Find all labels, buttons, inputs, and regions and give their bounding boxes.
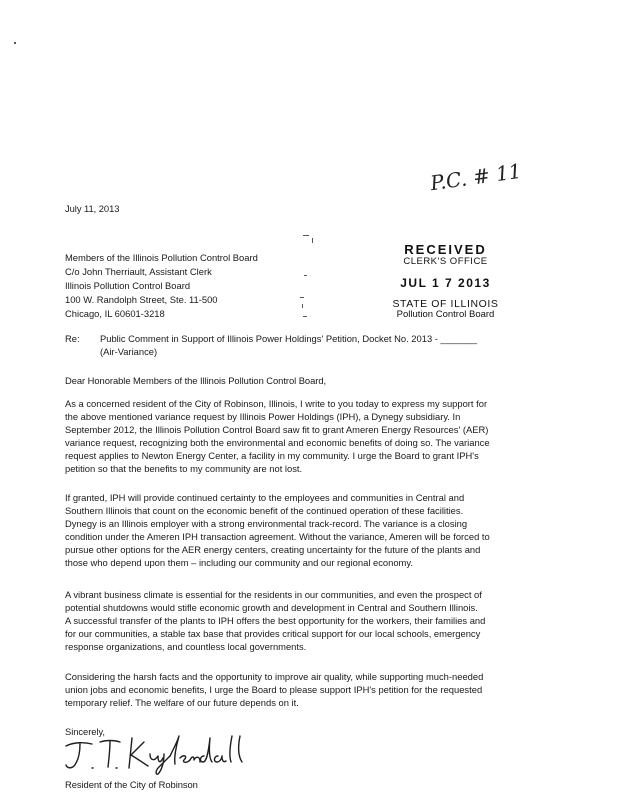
- paragraph-line: A successful transfer of the plants to IPH offers the best opportunity for the workers, their families and: [65, 615, 486, 626]
- scan-speck: [312, 238, 313, 243]
- stamp-board: Pollution Control Board: [396, 309, 495, 320]
- subject-text: Public Comment in Support of Illinois Power Holdings' Petition, Docket No. 2013 - _______: [100, 333, 477, 344]
- address-line: Members of the Illinois Pollution Control Board: [65, 252, 258, 263]
- scan-speck: [303, 316, 307, 317]
- stamp-date: JUL 1 7 2013: [400, 276, 491, 290]
- paragraph-line: request applies to Newton Energy Center, a facility in my community. I urge the Board to grant IPH's: [65, 450, 479, 461]
- paragraph-line: response organizations, and countless local governments.: [65, 641, 307, 652]
- address-line: C/o John Therriault, Assistant Clerk: [65, 266, 212, 277]
- stamp-office: CLERK'S OFFICE: [403, 256, 488, 267]
- address-line: Chicago, IL 60601-3218: [65, 308, 165, 319]
- paragraph-line: petition so that the benefits to my community are not lost.: [65, 463, 303, 474]
- scan-speck: [303, 235, 309, 236]
- received-stamp: [383, 243, 508, 320]
- scan-speck: [302, 304, 303, 308]
- closing: Sincerely,: [65, 726, 105, 737]
- recipient-address: [65, 253, 258, 323]
- address-line: Illinois Pollution Control Board: [65, 280, 191, 291]
- paragraph-line: A vibrant business climate is essential for the residents in our communities, and even the prospect of: [65, 589, 482, 600]
- handwritten-pc-number: P.C. # 11: [428, 158, 523, 196]
- paragraph-line: for our communities, a stable tax base that provides critical support for our local schools, emergency: [65, 628, 481, 639]
- paragraph-line: pursue other options for the AER energy centers, creating uncertainty for the future of the plants and: [65, 544, 481, 555]
- letter-date: July 11, 2013: [65, 203, 120, 214]
- paragraph-line: If granted, IPH will provide continued certainty to the employees and communities in Central and: [65, 492, 465, 503]
- paragraph-line: those who depend upon them – including our community and our regional economy.: [65, 557, 413, 568]
- scan-speck: [304, 275, 307, 276]
- paragraph-line: Dynegy is an Illinois employer with a strong environmental track-record. The variance is a closing: [65, 518, 468, 529]
- paragraph-line: the above mentioned variance request by Illinois Power Holdings (IPH), a Dynegy subsidiary. In: [65, 411, 461, 422]
- body-paragraph-3: [65, 590, 485, 655]
- stamp-title: RECEIVED: [404, 242, 487, 257]
- body-paragraph-2: [65, 493, 490, 571]
- paragraph-line: September 2012, the Illinois Pollution Control Board saw fit to grant Ameren Energy Resources' (AER): [65, 424, 489, 435]
- paragraph-line: Southern Illinois that count on the economic benefit of the continued operation of these facilities.: [65, 505, 464, 516]
- paragraph-line: As a concerned resident of the City of Robinson, Illinois, I write to you today to express my support for: [65, 398, 488, 409]
- paragraph-line: variance request, recognizing both the environmental and economic benefits of doing so. The variance: [65, 437, 490, 448]
- subject-text: (Air-Variance): [100, 346, 158, 357]
- paragraph-line: union jobs and economic benefits, I urge the Board to please support IPH's petition for the requested: [65, 684, 483, 695]
- salutation: Dear Honorable Members of the Illinois Pollution Control Board,: [65, 375, 327, 386]
- paragraph-line: temporary relief. The welfare of our future depends on it.: [65, 697, 299, 708]
- paragraph-line: Considering the harsh facts and the opportunity to improve air quality, while supporting much-needed: [65, 671, 484, 682]
- body-paragraph-4: [65, 672, 483, 711]
- signer-title: Resident of the City of Robinson: [65, 779, 198, 790]
- paragraph-line: condition under the Ameren IPH transaction agreement. Without the variance, Ameren will be forced to: [65, 531, 490, 542]
- stamp-state: STATE OF ILLINOIS: [392, 298, 499, 310]
- body-paragraph-1: [65, 399, 490, 477]
- handwritten-signature: [58, 728, 258, 778]
- scan-speck: [300, 297, 304, 298]
- address-line: 100 W. Randolph Street, Ste. 11-500: [65, 294, 218, 305]
- paragraph-line: potential shutdowns would stifle economic growth and development in Central and Southern Illinois.: [65, 602, 478, 613]
- scan-speck: [14, 42, 16, 44]
- subject-label: Re:: [65, 333, 80, 344]
- subject-line: [100, 333, 477, 359]
